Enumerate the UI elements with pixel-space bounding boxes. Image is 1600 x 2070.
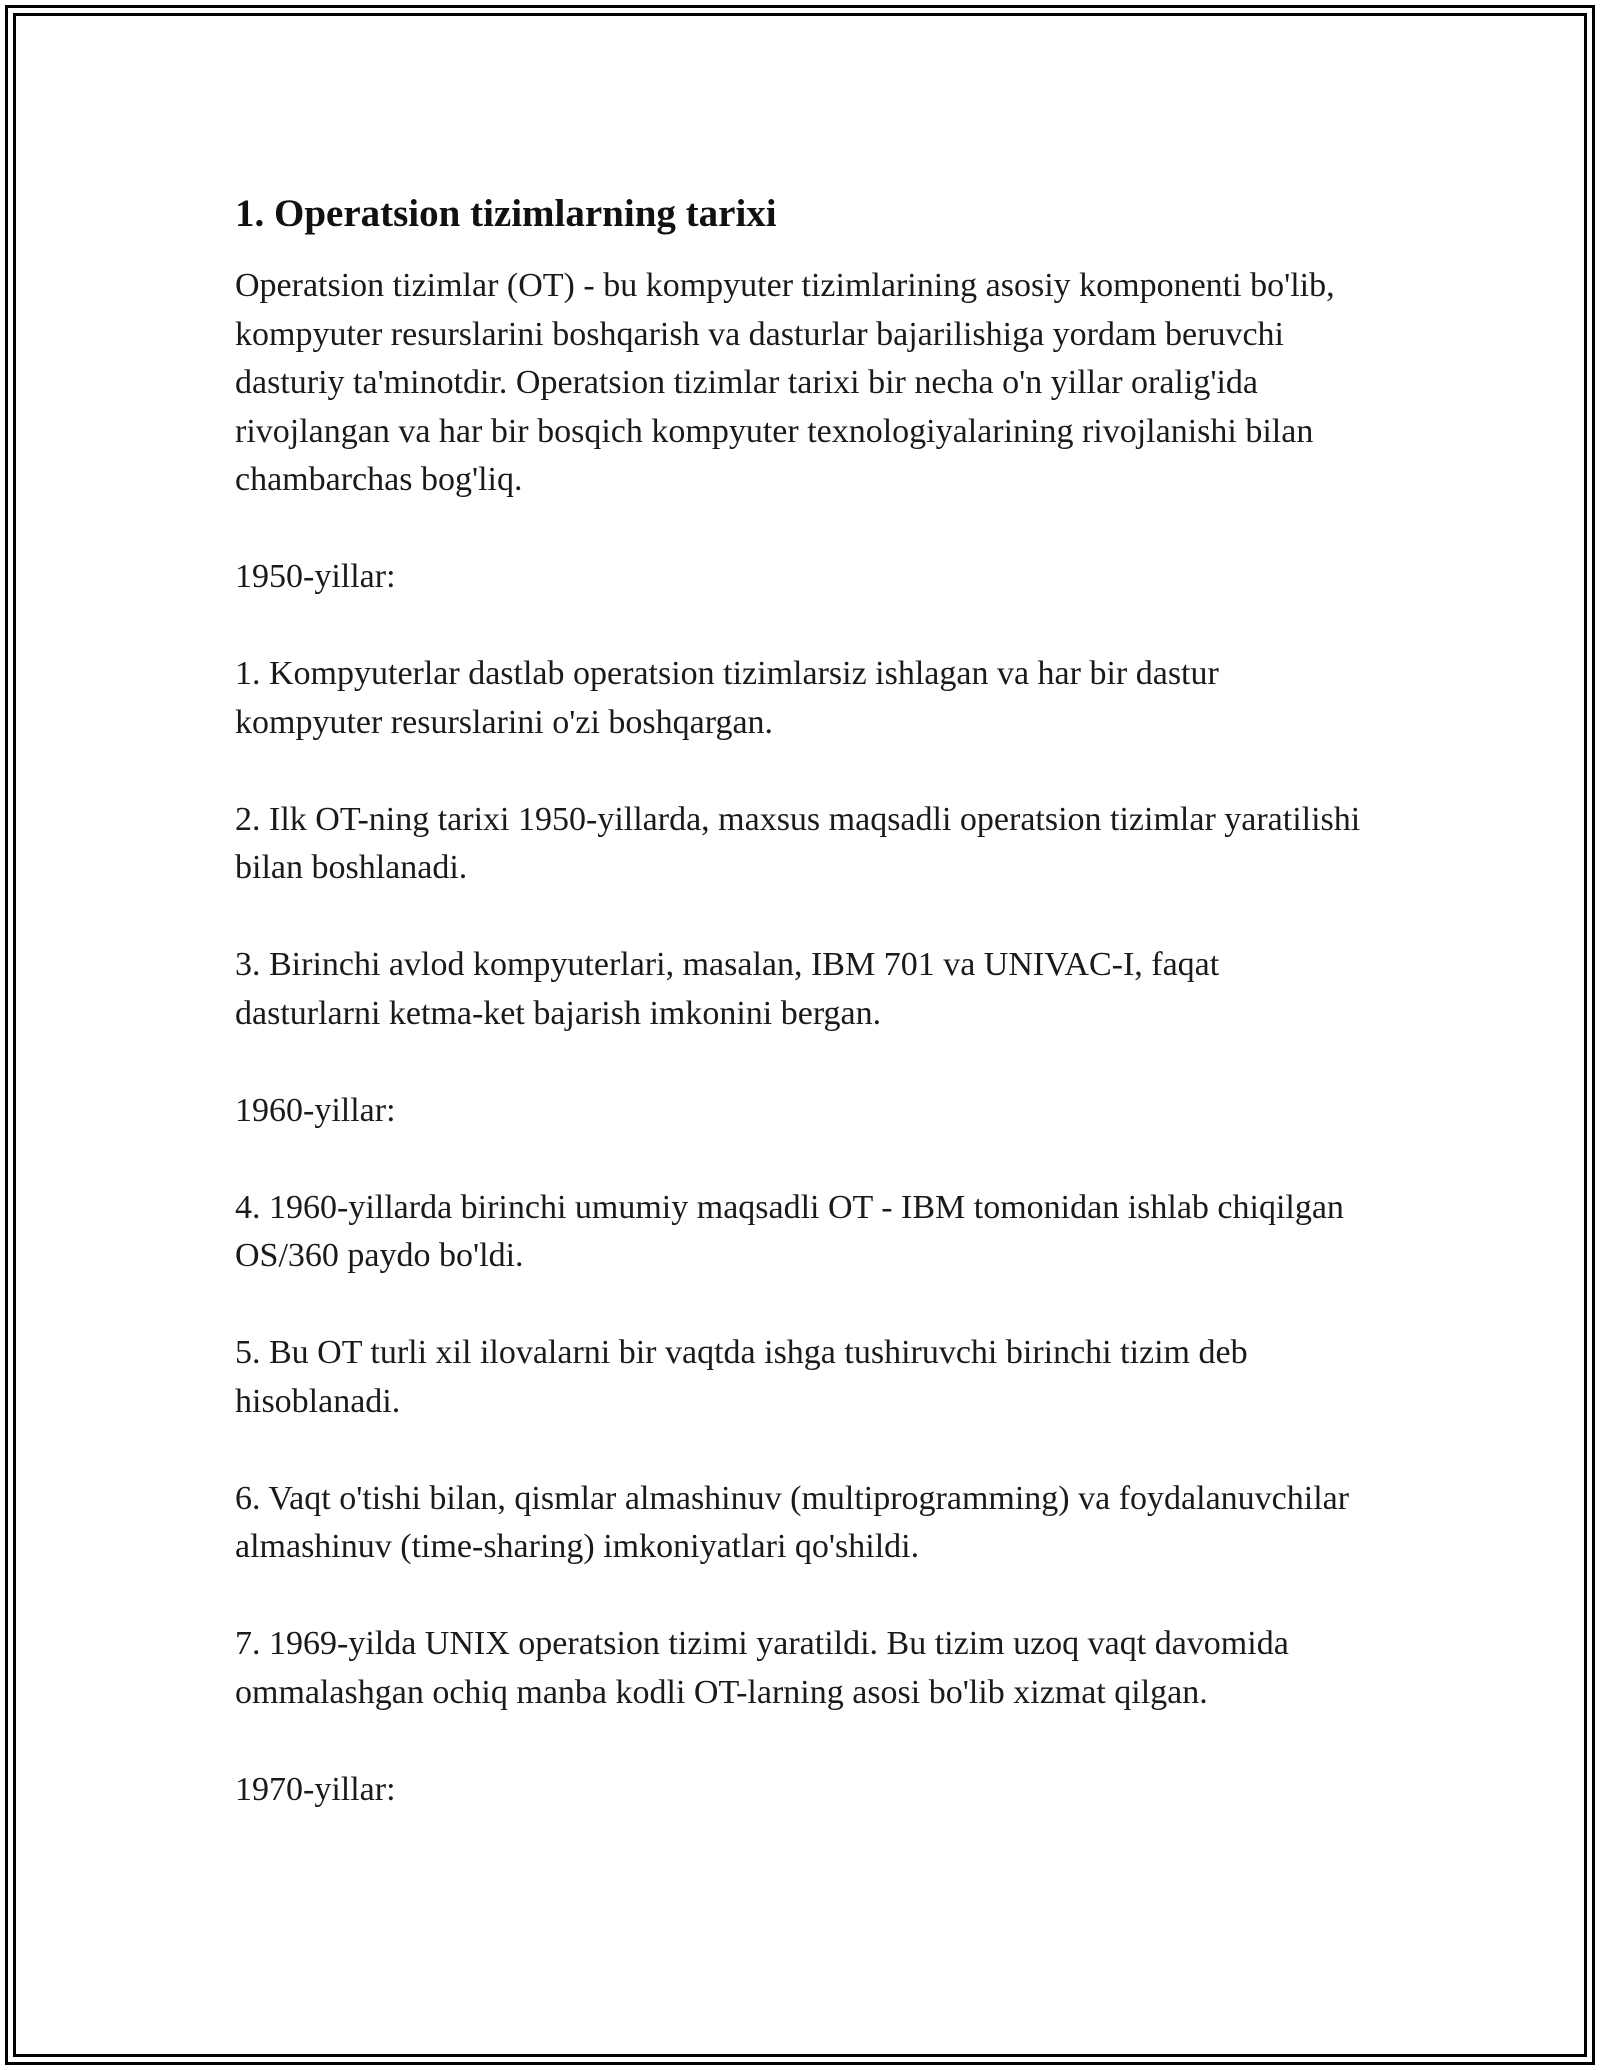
- intro-paragraph: Operatsion tizimlar (OT) - bu kompyuter tizimlarining asosiy komponenti bo'lib, kompyuter resurslarini boshqarish va dasturlar bajarilishiga yordam beruvchi dasturiy ta'minotdir. Operatsion tizimlar tarixi bir necha o'n yillar oralig'ida rivojlangan va har bir bosqich kompyuter texnologiyalarining rivojlanishi bilan chambarchas bog'liq.: [235, 267, 1335, 498]
- list-item-3: 3. Birinchi avlod kompyuterlari, masalan, IBM 701 va UNIVAC-I, faqat dasturlarni ketma-ket bajarish imkonini bergan.: [235, 946, 1220, 1032]
- list-item-4: 4. 1960-yillarda birinchi umumiy maqsadli OT - IBM tomonidan ishlab chiqilgan OS/360 paydo bo'ldi.: [235, 1188, 1344, 1274]
- period-heading-1950s: 1950-yillar:: [235, 558, 396, 595]
- list-item-5: 5. Bu OT turli xil ilovalarni bir vaqtda ishga tushiruvchi birinchi tizim deb hisoblanadi.: [235, 1334, 1248, 1420]
- list-item-7: 7. 1969-yilda UNIX operatsion tizimi yaratildi. Bu tizim uzoq vaqt davomida ommalashgan ochiq manba kodli OT-larning asosi bo'lib xizmat qilgan.: [235, 1625, 1289, 1711]
- period-heading-1970s: 1970-yillar:: [235, 1770, 396, 1808]
- period-heading-1960s: 1960-yillar:: [235, 1091, 396, 1129]
- list-item-2: 2. Ilk OT-ning tarixi 1950-yillarda, maxsus maqsadli operatsion tizimlar yaratilishi bilan boshlanadi.: [235, 800, 1361, 886]
- list-item-1: 1. Kompyuterlar dastlab operatsion tizimlarsiz ishlagan va har bir dastur kompyuter resurslarini o'zi boshqargan.: [235, 655, 1219, 741]
- section-title: 1. Operatsion tizimlarning tarixi: [235, 192, 777, 235]
- list-item-6: 6. Vaqt o'tishi bilan, qismlar almashinuv (multiprogramming) va foydalanuvchilar almashinuv (time-sharing) imkoniyatlari qo'shildi.: [235, 1479, 1350, 1565]
- document-body: [235, 186, 1365, 1863]
